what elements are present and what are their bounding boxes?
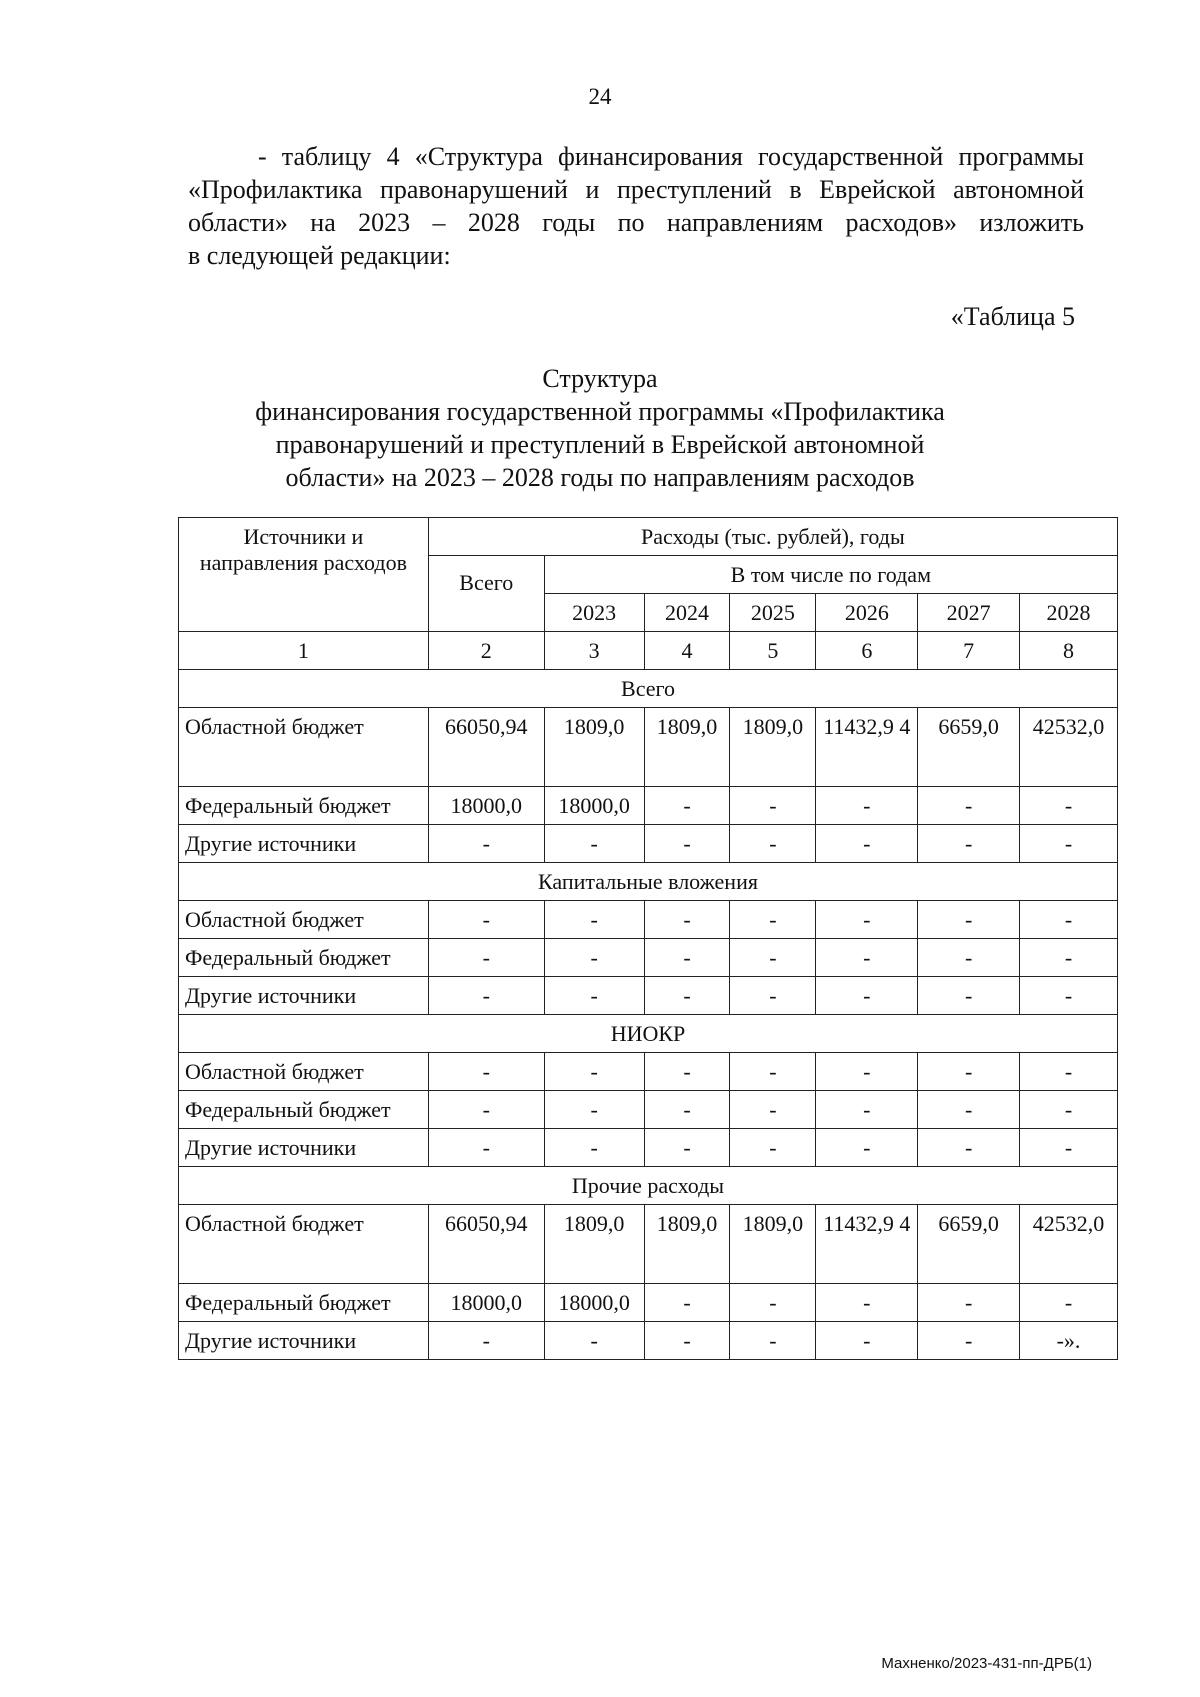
value-cell: - (730, 939, 816, 977)
value-cell: 11432,9 4 (816, 708, 918, 787)
value-cell: - (428, 1322, 544, 1360)
value-cell: - (730, 977, 816, 1015)
source-cell: Федеральный бюджет (179, 787, 429, 825)
table-row (179, 1091, 1118, 1129)
source-cell: Областной бюджет (179, 1205, 429, 1284)
table-row (179, 977, 1118, 1015)
table-title-line: финансирования государственной программы «Профилактика (255, 397, 945, 426)
value-cell: - (730, 1129, 816, 1167)
table-row (179, 787, 1118, 825)
value-cell: - (644, 1322, 730, 1360)
table-row (179, 901, 1118, 939)
value-cell: 1809,0 (544, 708, 644, 787)
table-row (179, 1205, 1118, 1284)
value-cell: - (918, 977, 1020, 1015)
intro-paragraph (188, 140, 1084, 272)
header-year: 2026 (816, 594, 918, 632)
table-row (179, 1322, 1118, 1360)
header-sources: Источники и направления расходов (179, 518, 429, 632)
value-cell: - (816, 901, 918, 939)
intro-line: в следующей редакции: (188, 241, 451, 270)
value-cell: - (1020, 939, 1118, 977)
value-cell: - (816, 1053, 918, 1091)
value-cell: 1809,0 (644, 708, 730, 787)
intro-line: области» на 2023 – 2028 годы по направлениям расходов» изложить (188, 208, 1084, 237)
table-title-line: правонарушений и преступлений в Еврейской автономной (275, 430, 925, 459)
value-cell: - (730, 1053, 816, 1091)
value-cell: - (730, 1284, 816, 1322)
section-title: НИОКР (179, 1015, 1118, 1053)
value-cell: 66050,94 (428, 708, 544, 787)
value-cell: 1809,0 (730, 1205, 816, 1284)
value-cell: - (428, 1053, 544, 1091)
source-cell: Другие источники (179, 977, 429, 1015)
value-cell: - (1020, 1129, 1118, 1167)
value-cell: - (544, 901, 644, 939)
value-cell: - (918, 1322, 1020, 1360)
value-cell: - (1020, 901, 1118, 939)
intro-line: «Профилактика правонарушений и преступлений в Еврейской автономной (188, 175, 1084, 204)
value-cell: 42532,0 (1020, 708, 1118, 787)
value-cell: - (644, 1091, 730, 1129)
table-title (0, 362, 1200, 494)
value-cell: - (918, 1129, 1020, 1167)
value-cell: - (918, 825, 1020, 863)
table-row (179, 1129, 1118, 1167)
value-cell: - (428, 977, 544, 1015)
table-row (179, 708, 1118, 787)
value-cell: - (816, 939, 918, 977)
value-cell: - (644, 901, 730, 939)
value-cell: - (644, 939, 730, 977)
value-cell: - (816, 977, 918, 1015)
source-cell: Другие источники (179, 825, 429, 863)
value-cell: - (428, 939, 544, 977)
value-cell: - (544, 1129, 644, 1167)
value-cell: 11432,9 4 (816, 1205, 918, 1284)
header-total: Всего (428, 556, 544, 632)
header-year: 2027 (918, 594, 1020, 632)
section-title: Всего (179, 670, 1118, 708)
value-cell: - (730, 1091, 816, 1129)
table-row (179, 1284, 1118, 1322)
section-header-row (179, 670, 1118, 708)
source-cell: Федеральный бюджет (179, 1091, 429, 1129)
source-cell: Областной бюджет (179, 901, 429, 939)
column-number: 7 (918, 632, 1020, 670)
value-cell: - (918, 1284, 1020, 1322)
table-body (179, 670, 1118, 1360)
value-cell: - (644, 1129, 730, 1167)
value-cell: - (644, 1053, 730, 1091)
section-header-row (179, 1015, 1118, 1053)
value-cell: - (730, 825, 816, 863)
section-header-row (179, 863, 1118, 901)
column-number: 6 (816, 632, 918, 670)
source-cell: Федеральный бюджет (179, 939, 429, 977)
value-cell: - (816, 787, 918, 825)
document-reference: Махненко/2023-431-пп-ДРБ(1) (881, 1655, 1092, 1672)
value-cell: -». (1020, 1322, 1118, 1360)
header-expenses: Расходы (тыс. рублей), годы (428, 518, 1117, 556)
value-cell: - (816, 825, 918, 863)
source-cell: Областной бюджет (179, 708, 429, 787)
header-year: 2025 (730, 594, 816, 632)
value-cell: - (730, 1322, 816, 1360)
header-by-years: В том числе по годам (544, 556, 1117, 594)
intro-line: - таблицу 4 «Структура финансирования государственной программы (258, 142, 1084, 171)
value-cell: - (918, 1053, 1020, 1091)
value-cell: 18000,0 (544, 1284, 644, 1322)
source-cell: Другие источники (179, 1322, 429, 1360)
section-header-row (179, 1167, 1118, 1205)
value-cell: 18000,0 (544, 787, 644, 825)
header-year: 2024 (644, 594, 730, 632)
column-number: 3 (544, 632, 644, 670)
table-row (179, 1053, 1118, 1091)
value-cell: - (730, 787, 816, 825)
value-cell: - (1020, 787, 1118, 825)
value-cell: - (1020, 1284, 1118, 1322)
value-cell: - (816, 1129, 918, 1167)
value-cell: - (544, 1322, 644, 1360)
section-title: Прочие расходы (179, 1167, 1118, 1205)
value-cell: 1809,0 (544, 1205, 644, 1284)
column-number: 2 (428, 632, 544, 670)
value-cell: 18000,0 (428, 787, 544, 825)
value-cell: - (428, 1091, 544, 1129)
value-cell: - (730, 901, 816, 939)
value-cell: - (918, 787, 1020, 825)
column-number: 8 (1020, 632, 1118, 670)
value-cell: - (644, 825, 730, 863)
table-title-line: области» на 2023 – 2028 годы по направлениям расходов (285, 463, 915, 492)
value-cell: - (918, 1091, 1020, 1129)
section-title: Капитальные вложения (179, 863, 1118, 901)
value-cell: - (428, 825, 544, 863)
value-cell: 6659,0 (918, 708, 1020, 787)
value-cell: - (544, 1053, 644, 1091)
value-cell: - (1020, 1053, 1118, 1091)
financing-table (178, 517, 1118, 1360)
value-cell: 1809,0 (730, 708, 816, 787)
value-cell: - (644, 787, 730, 825)
table-label: «Таблица 5 (950, 302, 1075, 331)
column-numbers-row (179, 632, 1118, 670)
page-number: 24 (588, 84, 612, 109)
value-cell: - (918, 939, 1020, 977)
table-row (179, 825, 1118, 863)
value-cell: 18000,0 (428, 1284, 544, 1322)
source-cell: Другие источники (179, 1129, 429, 1167)
source-cell: Областной бюджет (179, 1053, 429, 1091)
value-cell: - (1020, 1091, 1118, 1129)
value-cell: - (428, 901, 544, 939)
value-cell: 1809,0 (644, 1205, 730, 1284)
value-cell: 66050,94 (428, 1205, 544, 1284)
value-cell: - (644, 1284, 730, 1322)
value-cell: - (1020, 825, 1118, 863)
value-cell: - (816, 1322, 918, 1360)
value-cell: - (816, 1284, 918, 1322)
value-cell: - (544, 1091, 644, 1129)
value-cell: - (544, 939, 644, 977)
value-cell: 42532,0 (1020, 1205, 1118, 1284)
column-number: 5 (730, 632, 816, 670)
value-cell: - (428, 1129, 544, 1167)
value-cell: 6659,0 (918, 1205, 1020, 1284)
value-cell: - (544, 977, 644, 1015)
value-cell: - (544, 825, 644, 863)
source-cell: Федеральный бюджет (179, 1284, 429, 1322)
column-number: 4 (644, 632, 730, 670)
column-number: 1 (179, 632, 429, 670)
header-year: 2023 (544, 594, 644, 632)
value-cell: - (918, 901, 1020, 939)
table-row (179, 939, 1118, 977)
value-cell: - (644, 977, 730, 1015)
value-cell: - (816, 1091, 918, 1129)
table-title-line: Структура (542, 364, 658, 393)
value-cell: - (1020, 977, 1118, 1015)
header-year: 2028 (1020, 594, 1118, 632)
